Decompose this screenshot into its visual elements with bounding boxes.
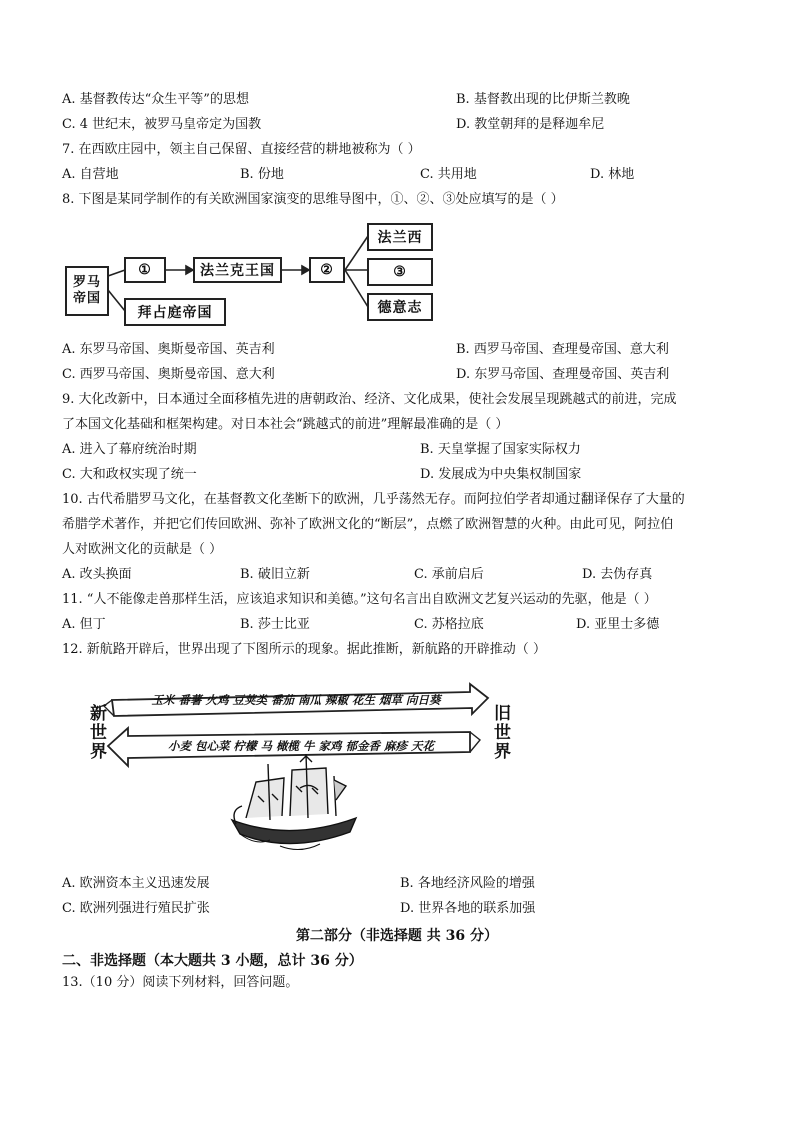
q9-stem-line2: 了本国文化基础和框架构建。对日本社会“跳越式的前进”理解最准确的是（ ） — [62, 417, 509, 432]
q12-option-d: D. 世界各地的联系加强 — [400, 901, 536, 916]
mindmap-node-byzantine: 拜占庭帝国 — [124, 298, 226, 326]
q8-mindmap-connectors — [0, 0, 794, 340]
mindmap-root-roman-empire: 罗马帝国 — [65, 266, 109, 316]
q12-option-c: C. 欧洲列强进行殖民扩张 — [62, 901, 210, 916]
q10-stem-line1: 10. 古代希腊罗马文化，在基督教文化垄断下的欧洲，几乎荡然无存。而阿拉伯学者却通过翻译保存了大量的 — [62, 492, 685, 507]
q8-option-c: C. 西罗马帝国、奥斯曼帝国、意大利 — [62, 367, 275, 382]
banner-to-new-world-text: 小麦 包心菜 柠檬 马 橄榄 牛 家鸡 郁金香 麻疹 天花 — [167, 739, 435, 753]
mindmap-node-3: ③ — [367, 258, 433, 286]
q13-stem: 13.（10 分）阅读下列材料，回答问题。 — [62, 975, 299, 990]
q9-option-d: D. 发展成为中央集权制国家 — [420, 467, 582, 482]
q12-option-b: B. 各地经济风险的增强 — [400, 876, 535, 891]
q7-stem: 7. 在西欧庄园中，领主自己保留、直接经营的耕地被称为（ ） — [62, 142, 421, 157]
q6-option-a: A. 基督教传达“众生平等”的思想 — [62, 92, 249, 107]
q10-option-b: B. 破旧立新 — [240, 567, 310, 582]
section-two-heading: 二、非选择题（本大题共 3 小题，总计 36 分） — [62, 953, 363, 969]
mindmap-node-frankish-kingdom: 法兰克王国 — [193, 257, 282, 283]
q11-stem: 11. “人不能像走兽那样生活，应该追求知识和美德。”这句名言出自欧洲文艺复兴运动的先驱，他是（ ） — [62, 592, 657, 607]
q9-stem-line1: 9. 大化改新中，日本通过全面移植先进的唐朝政治、经济、文化成果，使社会发展呈现跳越式的前进，完成 — [62, 392, 677, 407]
q10-option-c: C. 承前启后 — [414, 567, 484, 582]
q7-option-a: A. 自营地 — [62, 167, 119, 182]
q12-option-a: A. 欧洲资本主义迅速发展 — [62, 876, 210, 891]
label-new-world: 新世界 — [86, 704, 106, 761]
q9-option-c: C. 大和政权实现了统一 — [62, 467, 197, 482]
q11-option-d: D. 亚里士多德 — [576, 617, 660, 632]
q11-option-a: A. 但丁 — [62, 617, 106, 632]
q10-stem-line2: 希腊学术著作，并把它们传回欧洲、弥补了欧洲文化的“断层”，点燃了欧洲智慧的火种。由此可见，阿拉伯 — [62, 517, 674, 532]
q11-option-b: B. 莎士比亚 — [240, 617, 310, 632]
mindmap-node-2: ② — [309, 257, 345, 283]
q7-option-c: C. 共用地 — [420, 167, 477, 182]
q6-option-b: B. 基督教出现的比伊斯兰教晚 — [456, 92, 630, 107]
q10-stem-line3: 人对欧洲文化的贡献是（ ） — [62, 542, 223, 557]
q8-option-d: D. 东罗马帝国、查理曼帝国、英吉利 — [456, 367, 670, 382]
mindmap-node-germany: 德意志 — [367, 293, 433, 321]
q7-option-d: D. 林地 — [590, 167, 635, 182]
q8-option-a: A. 东罗马帝国、奥斯曼帝国、英吉利 — [62, 342, 275, 357]
q8-option-b: B. 西罗马帝国、查理曼帝国、意大利 — [456, 342, 669, 357]
q6-option-d: D. 教堂朝拜的是释迦牟尼 — [456, 117, 605, 132]
part-two-title: 第二部分（非选择题 共 36 分） — [295, 928, 499, 944]
q7-option-b: B. 份地 — [240, 167, 284, 182]
q10-option-a: A. 改头换面 — [62, 567, 132, 582]
q12-stem: 12. 新航路开辟后，世界出现了下图所示的现象。据此推断，新航路的开辟推动（ ） — [62, 642, 546, 657]
mindmap-node-france: 法兰西 — [367, 223, 433, 251]
label-old-world: 旧世界 — [490, 704, 510, 761]
q6-option-c: C. 4 世纪末，被罗马皇帝定为国教 — [62, 117, 262, 132]
q8-stem: 8. 下图是某同学制作的有关欧洲国家演变的思维导图中，①、②、③处应填写的是（ ） — [62, 192, 564, 207]
q10-option-d: D. 去伪存真 — [582, 567, 653, 582]
q9-option-b: B. 天皇掌握了国家实际权力 — [420, 442, 581, 457]
q9-option-a: A. 进入了幕府统治时期 — [62, 442, 197, 457]
mindmap-node-1: ① — [124, 257, 166, 283]
banner-to-old-world-text: 玉米 番薯 火鸡 豆荚类 番茄 南瓜 辣椒 花生 烟草 向日葵 — [151, 693, 441, 707]
q11-option-c: C. 苏格拉底 — [414, 617, 484, 632]
